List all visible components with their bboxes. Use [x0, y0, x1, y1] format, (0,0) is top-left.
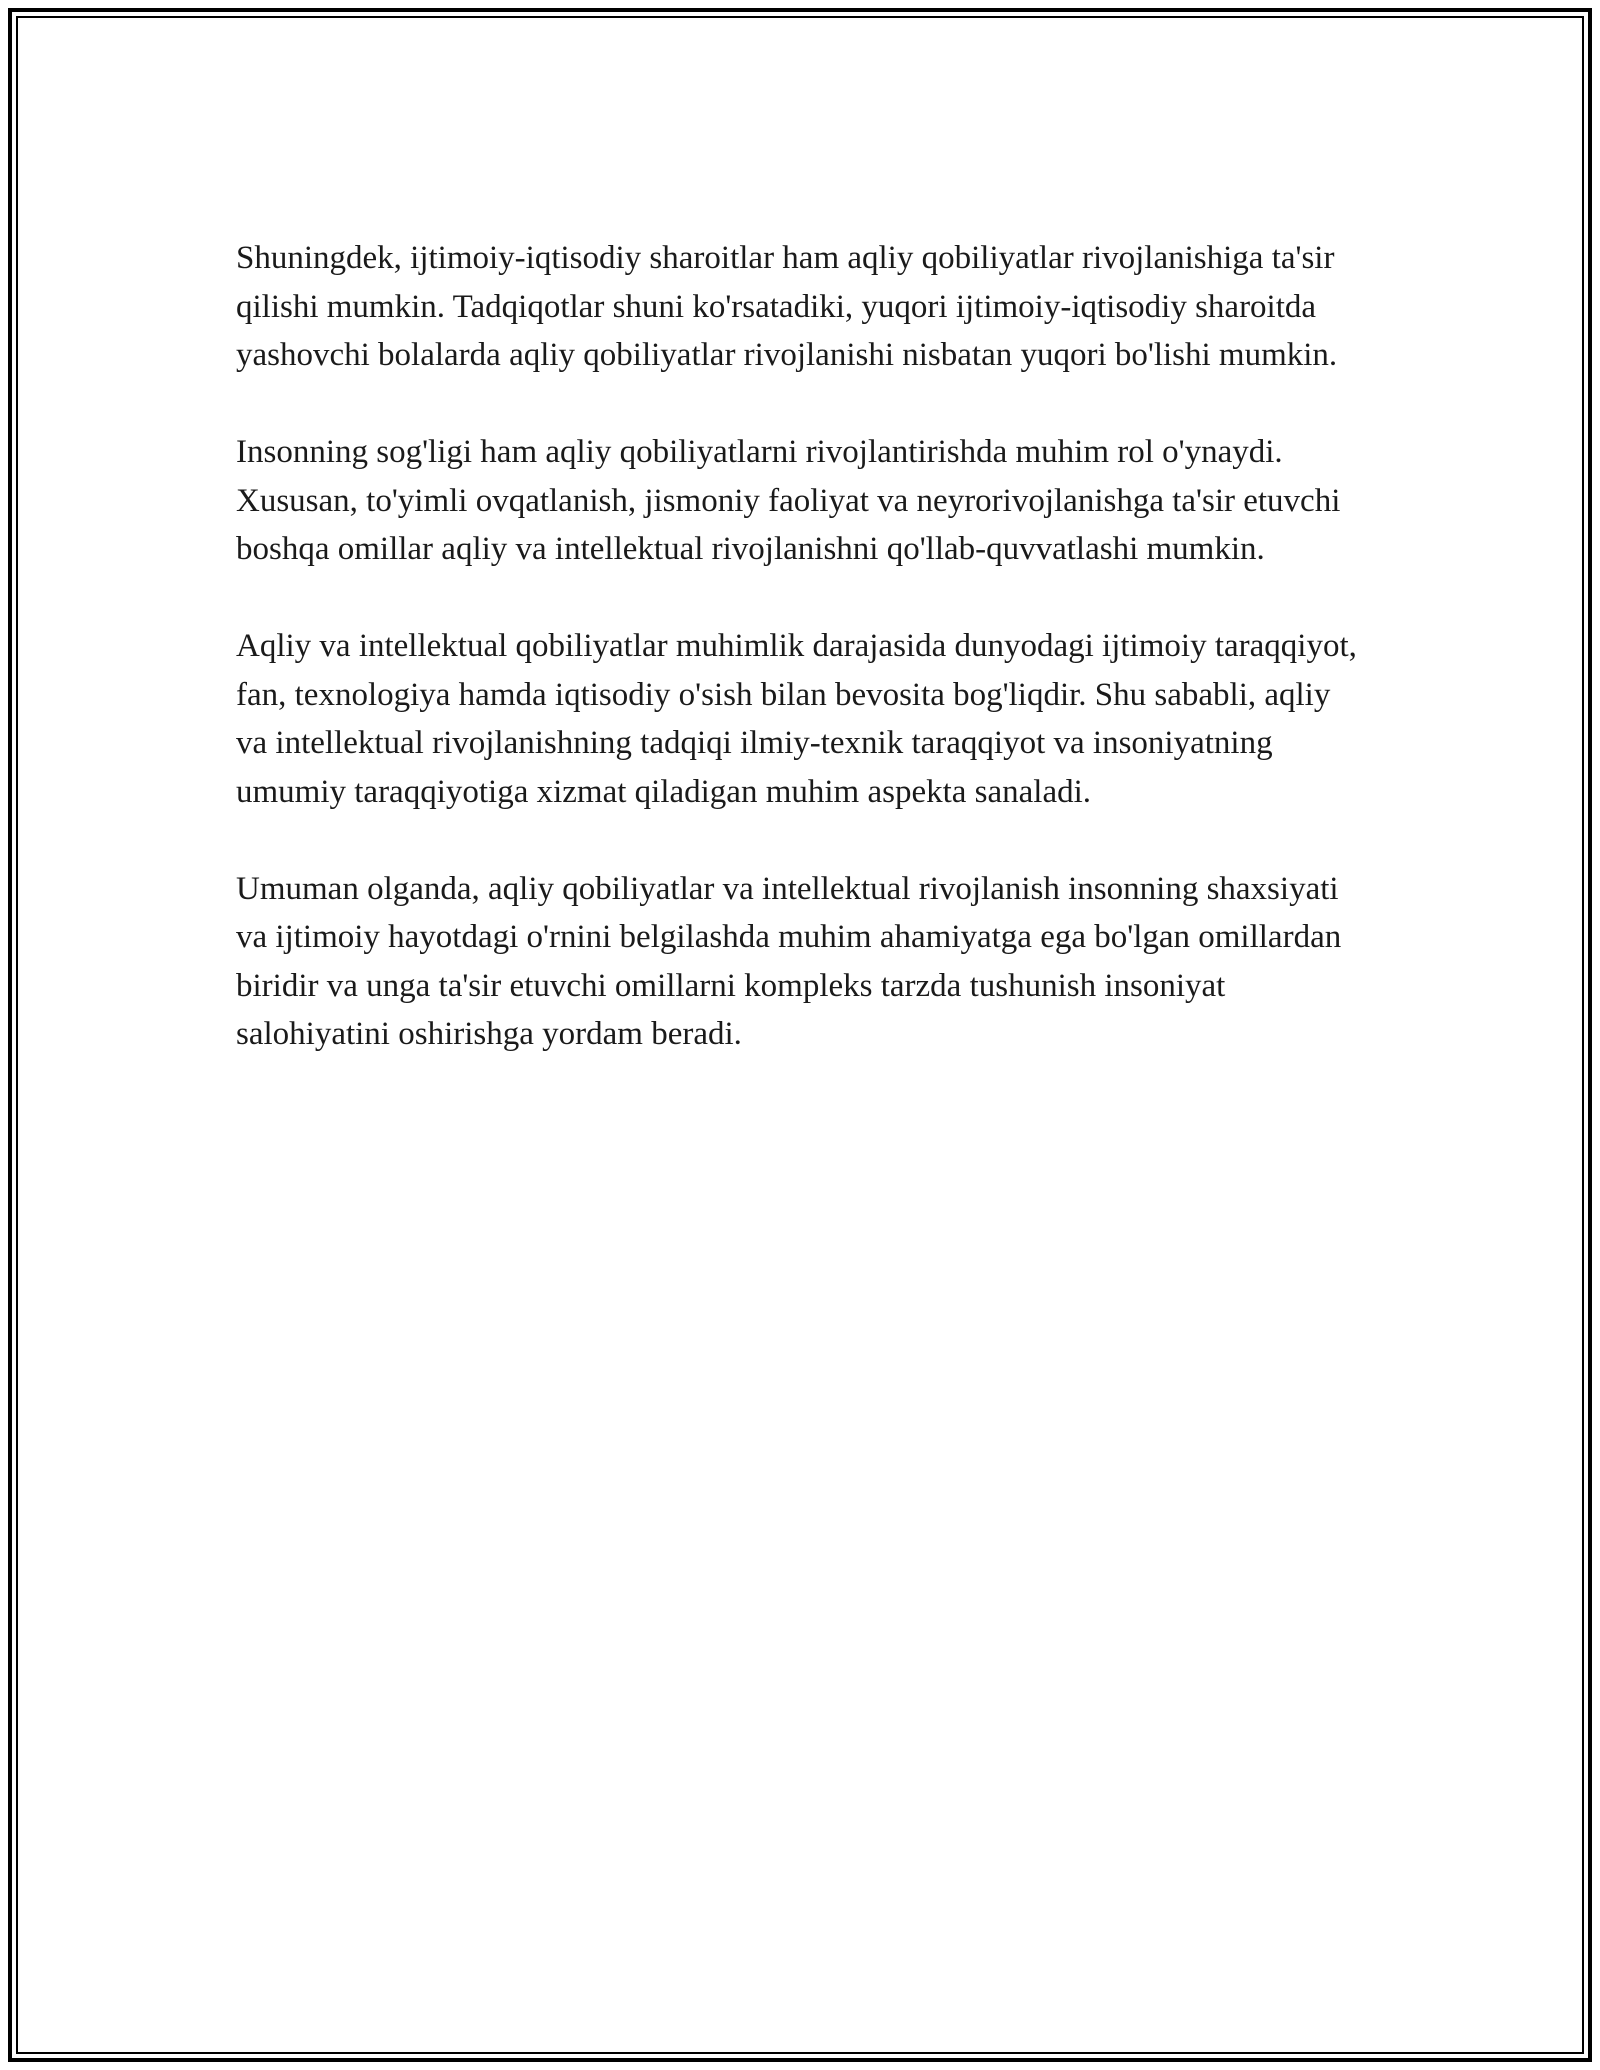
paragraph-3: Aqliy va intellektual qobiliyatlar muhimlik darajasida dunyodagi ijtimoiy taraqqiyot, fan, texnologiya hamda iqtisodiy o'sish bilan bevosita bog'liqdir. Shu sababli, aqliy va intellektual rivojlanishning tadqiqi ilmiy-texnik taraqqiyot va insoniyatning umumiy taraqqiyotiga xizmat qiladigan muhim aspekta sanaladi. — [236, 628, 1357, 810]
paragraph-2: Insonning sog'ligi ham aqliy qobiliyatlarni rivojlantirishda muhim rol o'ynaydi. Xususan, to'yimli ovqatlanish, jismoniy faoliyat va neyrorivojlanishga ta'sir etuvchi boshqa omillar aqliy va intellektual rivojlanishni qo'llab-quvvatlashi mumkin. — [236, 434, 1341, 567]
document-body — [236, 234, 1366, 1107]
paragraph-4: Umuman olganda, aqliy qobiliyatlar va intellektual rivojlanish insonning shaxsiyati va ijtimoiy hayotdagi o'rnini belgilashda muhim ahamiyatga ega bo'lgan omillardan biridir va unga ta'sir etuvchi omillarni kompleks tarzda tushunish insoniyat salohiyatini oshirishga yordam beradi. — [236, 870, 1342, 1052]
paragraph-1: Shuningdek, ijtimoiy-iqtisodiy sharoitlar ham aqliy qobiliyatlar rivojlanishiga ta'sir qilishi mumkin. Tadqiqotlar shuni ko'rsatadiki, yuqori ijtimoiy-iqtisodiy sharoitda yashovchi bolalarda aqliy qobiliyatlar rivojlanishi nisbatan yuqori bo'lishi mumkin. — [236, 240, 1338, 373]
